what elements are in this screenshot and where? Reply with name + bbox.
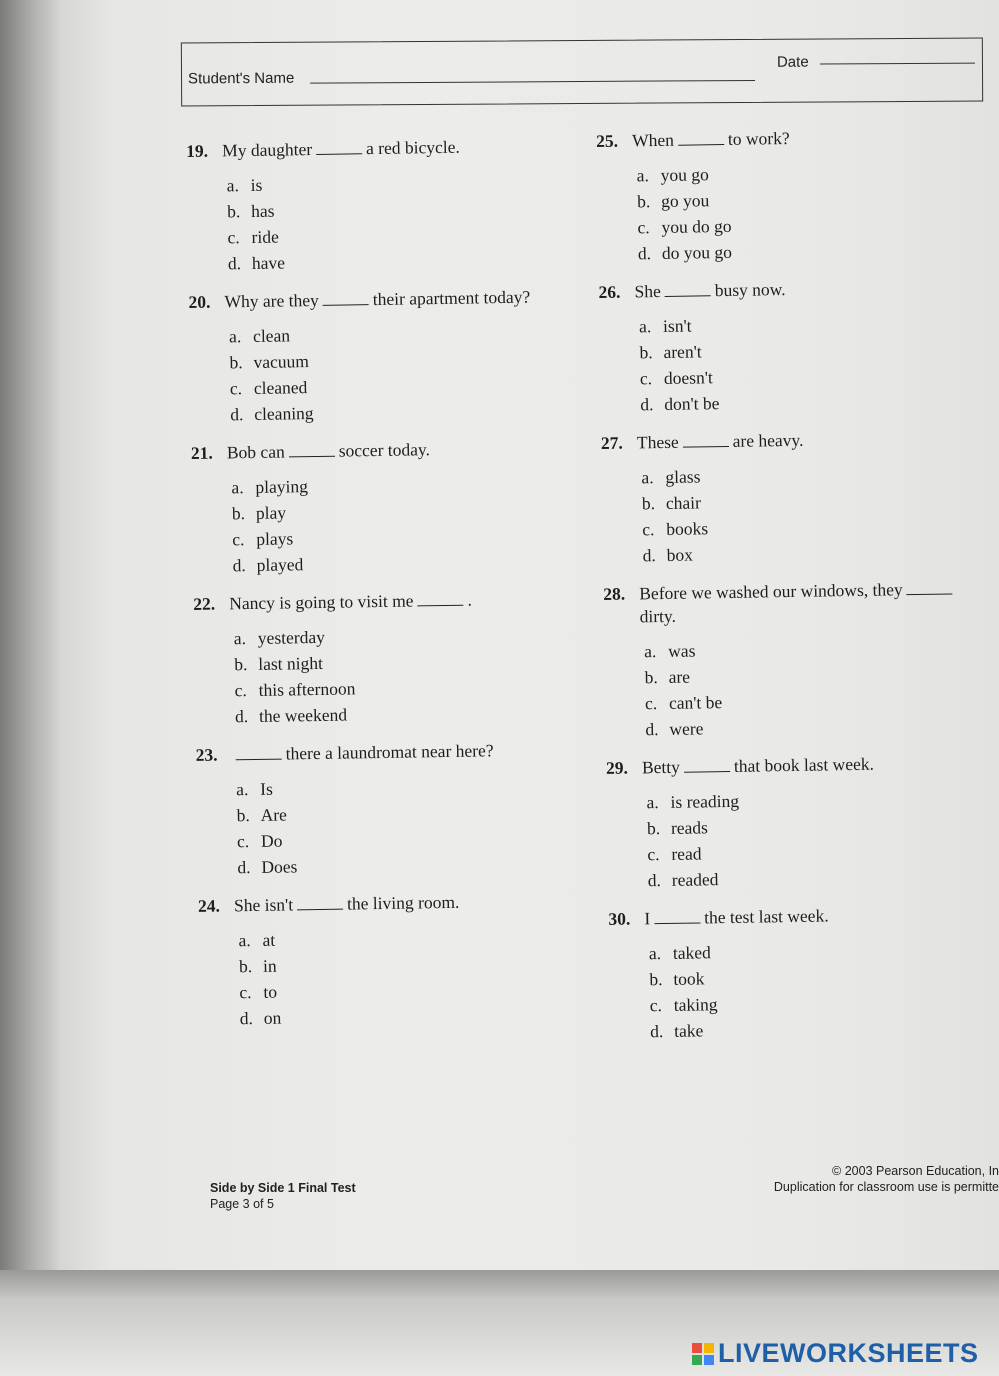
question-text-before-blank: Nancy is going to visit me (229, 590, 414, 614)
question-number: 21. (190, 442, 213, 463)
option-text: is reading (670, 790, 740, 812)
date-line (820, 63, 975, 65)
answer-blank[interactable] (683, 434, 729, 448)
question-number: 22. (193, 593, 216, 614)
option-text: taked (672, 942, 711, 963)
question-text (224, 285, 544, 313)
option-letter: d. (232, 555, 246, 576)
option-letter: b. (646, 818, 661, 839)
question-number: 28. (603, 583, 626, 604)
question-text (229, 587, 549, 615)
option-text: Are (260, 804, 287, 825)
option-text: at (262, 929, 276, 950)
question-number: 19. (186, 140, 209, 161)
copyright-text: © 2003 Pearson Education, In (832, 1164, 999, 1178)
left-question-column (186, 134, 580, 1046)
question-text-after-blank: a red bicycle. (365, 136, 460, 159)
option-text: cleaning (254, 403, 314, 424)
option-letter: d. (237, 857, 251, 878)
option-text: aren't (663, 341, 702, 362)
option-letter: b. (226, 201, 241, 222)
question-text-before-blank: Before we washed our windows, they (639, 579, 903, 604)
option-text: Do (260, 830, 283, 851)
question-text (222, 134, 542, 162)
option-letter: d. (234, 706, 249, 727)
option-letter: d. (230, 404, 244, 425)
option-letter: b. (231, 503, 246, 524)
page-number: Page 3 of 5 (210, 1197, 274, 1211)
question-text-before-blank: When (632, 129, 675, 151)
option-letter: a. (233, 628, 247, 649)
answer-option[interactable] (237, 849, 577, 880)
option-letter: b. (639, 342, 653, 363)
question-item (193, 587, 575, 730)
question-number: 29. (605, 757, 629, 778)
question-text (642, 751, 962, 779)
question-text (234, 889, 554, 917)
question-text-before-blank: Why are they (224, 289, 319, 312)
option-letter: a. (226, 175, 240, 196)
option-letter: d. (650, 1021, 664, 1042)
option-letter: a. (646, 792, 659, 813)
option-text: clean (252, 325, 291, 346)
option-text: in (262, 955, 277, 976)
option-text: don't be (664, 393, 720, 414)
answer-options (227, 167, 569, 276)
question-number: 24. (197, 895, 221, 916)
option-text: yesterday (257, 626, 326, 648)
option-text: has (250, 200, 275, 221)
answer-blank[interactable] (323, 292, 369, 306)
option-letter: c. (639, 368, 653, 389)
liveworksheets-wordmark: LIVEWORKSHEETS (718, 1338, 979, 1368)
question-text-before-blank: These (636, 431, 679, 453)
option-letter: b. (649, 969, 663, 990)
option-text: read (671, 843, 702, 864)
option-letter: b. (238, 956, 253, 977)
option-text: is (250, 174, 263, 195)
question-text-after-blank: to work? (727, 127, 790, 149)
answer-option[interactable] (642, 537, 982, 568)
question-item (191, 436, 573, 579)
answer-option[interactable] (650, 1013, 990, 1044)
answer-blank[interactable] (678, 132, 724, 146)
question-text-before-blank: She isn't (233, 894, 294, 916)
option-text: last night (258, 652, 324, 674)
option-letter: a. (648, 943, 662, 964)
option-text: do you go (661, 241, 733, 263)
question-text-after-blank: their apartment today? (372, 286, 531, 310)
option-text: was (668, 640, 696, 661)
question-text-after-blank: the living room. (346, 891, 460, 914)
test-title: Side by Side 1 Final Test (210, 1181, 356, 1195)
answer-options (234, 620, 576, 729)
question-text-before-blank: I (644, 908, 651, 929)
logo-square (704, 1355, 714, 1365)
option-letter: c. (649, 995, 663, 1016)
option-text: books (666, 518, 709, 539)
option-letter: b. (234, 654, 248, 675)
question-item (603, 577, 985, 743)
answer-options (236, 771, 578, 880)
question-stem (191, 436, 571, 465)
footer-test-info (210, 1180, 356, 1212)
question-text-after-blank: soccer today. (338, 439, 431, 461)
option-text: ride (251, 226, 279, 247)
student-info-box (181, 38, 983, 107)
student-name-label: Student's Name (187, 69, 295, 88)
option-letter: c. (227, 227, 240, 248)
option-letter: b. (641, 493, 656, 514)
question-text (639, 577, 960, 628)
option-text: reads (670, 817, 709, 838)
option-letter: a. (636, 165, 650, 186)
question-item (188, 285, 570, 428)
question-stem (601, 426, 981, 455)
question-item (186, 134, 568, 277)
answer-blank[interactable] (236, 747, 282, 761)
option-text: took (673, 968, 705, 989)
option-letter: a. (231, 477, 244, 498)
answer-option[interactable] (230, 396, 570, 427)
question-text-before-blank: Bob can (226, 441, 285, 463)
question-text-before-blank: Betty (641, 756, 681, 778)
option-letter: a. (644, 641, 657, 662)
question-number: 27. (600, 432, 623, 453)
option-text: cleaned (253, 377, 308, 398)
answer-options (231, 469, 573, 578)
option-text: to (263, 981, 278, 1002)
liveworksheets-logo[interactable] (692, 1338, 979, 1369)
option-text: doesn't (663, 367, 713, 388)
option-letter: c. (232, 529, 245, 550)
option-letter: b. (236, 805, 250, 826)
option-text: chair (665, 492, 702, 513)
question-text-after-blank: busy now. (714, 279, 786, 301)
student-name-line (310, 80, 755, 84)
question-text (644, 902, 964, 930)
question-text-before-blank: My daughter (222, 139, 313, 161)
option-letter: a. (641, 467, 654, 488)
answer-blank[interactable] (907, 581, 953, 595)
option-letter: b. (636, 191, 651, 212)
option-letter: c. (229, 378, 243, 399)
option-text: were (669, 718, 704, 739)
answer-blank[interactable] (665, 283, 711, 297)
option-text: you do go (661, 215, 732, 237)
book-spine-shadow (0, 0, 60, 1270)
answer-options (641, 459, 983, 568)
answer-blank[interactable] (316, 141, 362, 155)
answer-blank[interactable] (289, 444, 335, 458)
option-letter: d. (227, 253, 242, 274)
option-text: play (255, 502, 287, 523)
liveworksheets-grid-icon (692, 1343, 714, 1365)
question-item (598, 275, 980, 418)
answer-options (644, 633, 986, 742)
option-letter: c. (236, 831, 250, 852)
question-text-before-blank: She (634, 281, 661, 302)
option-letter: b. (644, 667, 658, 688)
question-text-after-blank: . (467, 589, 473, 610)
option-text: you go (660, 164, 709, 185)
answer-option[interactable] (645, 711, 985, 742)
answer-option[interactable] (232, 547, 572, 578)
answer-blank[interactable] (654, 910, 700, 924)
question-item (596, 124, 978, 267)
option-letter: d. (637, 243, 652, 264)
date-label: Date (776, 53, 809, 71)
question-item (198, 889, 580, 1032)
question-number: 25. (596, 130, 619, 151)
answer-option[interactable] (228, 245, 568, 276)
question-text-after-blank: there a laundromat near here? (285, 740, 494, 764)
question-number: 23. (195, 744, 218, 765)
option-text: readed (671, 869, 719, 890)
question-stem (608, 902, 988, 931)
question-stem (193, 587, 573, 616)
answer-blank[interactable] (417, 593, 463, 607)
question-item (608, 902, 990, 1045)
answer-options (229, 318, 571, 427)
answer-options (238, 922, 580, 1031)
option-letter: d. (642, 545, 656, 566)
option-text: have (251, 252, 286, 273)
question-stem (606, 751, 986, 780)
option-text: can't be (668, 692, 723, 713)
option-text: vacuum (253, 351, 310, 372)
question-text (231, 738, 551, 766)
question-number: 30. (608, 908, 631, 929)
option-text: on (263, 1007, 282, 1028)
question-text (227, 436, 547, 464)
option-text: go you (660, 190, 710, 211)
option-letter: c. (239, 982, 252, 1003)
duplication-text: Duplication for classroom use is permitte (773, 1180, 999, 1194)
right-question-column (596, 124, 991, 1059)
question-number: 26. (598, 281, 621, 302)
answer-options (649, 935, 991, 1044)
option-letter: a. (228, 326, 242, 347)
option-text: glass (665, 466, 701, 487)
answer-option[interactable] (638, 235, 978, 266)
question-item (606, 751, 988, 894)
question-stem (186, 134, 566, 163)
logo-square (692, 1343, 702, 1353)
question-text (637, 426, 957, 454)
option-letter: b. (229, 352, 243, 373)
answer-option[interactable] (240, 1000, 580, 1031)
option-letter: c. (234, 680, 247, 701)
question-text (632, 124, 952, 152)
question-text-after-blank: dirty. (639, 605, 677, 627)
option-text: the weekend (258, 704, 348, 726)
option-letter: a. (638, 316, 652, 337)
option-text: played (256, 554, 304, 575)
option-letter: c. (644, 693, 658, 714)
question-item (195, 738, 577, 881)
answer-option[interactable] (640, 386, 980, 417)
option-text: Is (260, 778, 273, 799)
option-letter: c. (642, 519, 655, 540)
option-text: take (674, 1020, 704, 1041)
option-letter: d. (645, 719, 659, 740)
question-stem (598, 275, 978, 304)
question-stem (188, 285, 568, 314)
option-text: Does (261, 856, 298, 877)
answer-option[interactable] (648, 862, 988, 893)
option-text: taking (673, 994, 718, 1015)
answer-options (639, 308, 981, 417)
question-text-after-blank: the test last week. (704, 905, 829, 928)
question-stem (198, 889, 578, 918)
logo-square (704, 1343, 714, 1353)
question-stem (603, 577, 984, 629)
question-text-after-blank: that book last week. (733, 753, 875, 776)
option-letter: d. (647, 870, 662, 891)
option-text: playing (255, 476, 309, 497)
answer-options (637, 157, 979, 266)
option-letter: d. (239, 1008, 254, 1029)
question-text-after-blank: are heavy. (732, 429, 804, 451)
option-letter: c. (637, 217, 650, 238)
option-text: are (668, 666, 691, 687)
logo-square (692, 1355, 702, 1365)
option-letter: a. (238, 930, 251, 951)
footer-copyright (774, 1163, 999, 1195)
question-stem (195, 738, 575, 767)
question-stem (596, 124, 976, 153)
option-text: plays (256, 528, 294, 549)
option-letter: a. (236, 779, 249, 800)
question-item (601, 426, 983, 569)
option-text: this afternoon (258, 678, 356, 700)
option-letter: c. (647, 844, 660, 865)
option-text: box (666, 544, 694, 565)
answer-option[interactable] (235, 698, 575, 729)
answer-blank[interactable] (684, 759, 730, 773)
question-text (634, 275, 954, 303)
question-number: 20. (188, 291, 211, 312)
answer-blank[interactable] (297, 897, 343, 911)
answer-options (646, 784, 988, 893)
option-text: isn't (662, 315, 692, 336)
option-letter: d. (640, 394, 654, 415)
